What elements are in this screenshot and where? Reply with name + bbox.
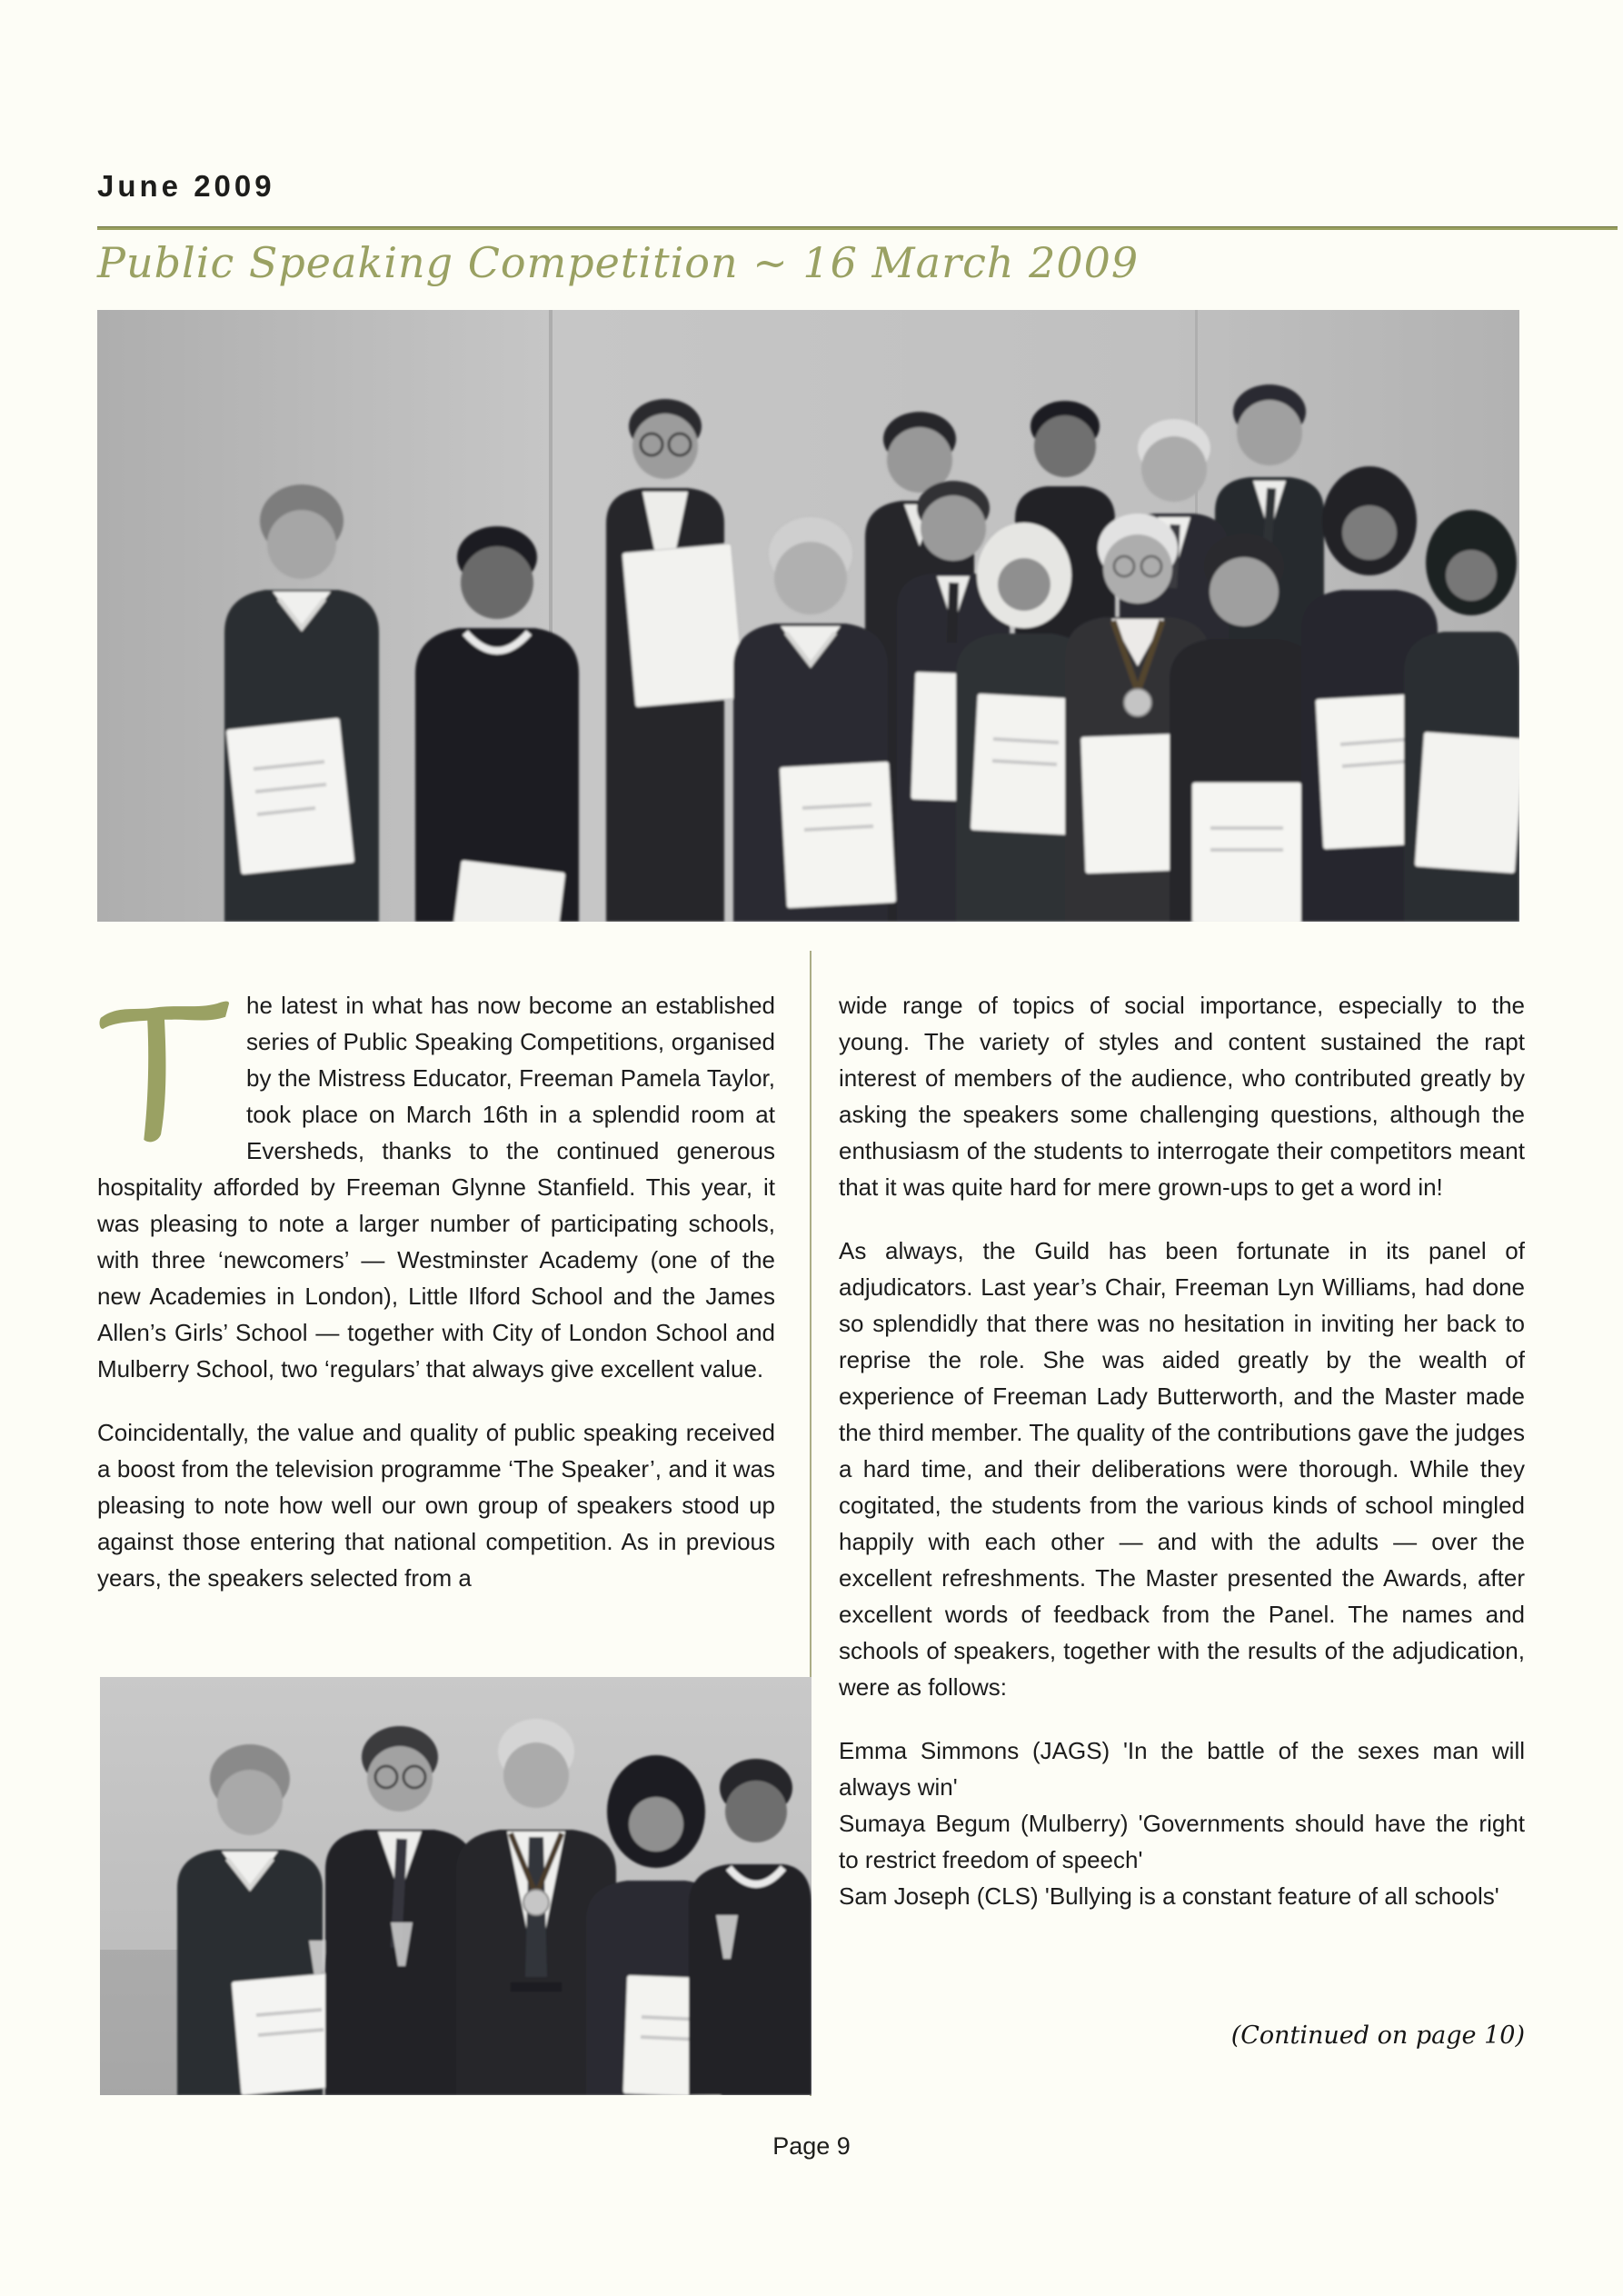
left-column bbox=[97, 987, 775, 1623]
group-photo-top bbox=[97, 310, 1519, 922]
page-number: Page 9 bbox=[772, 2132, 851, 2160]
speaker-entry: Sumaya Begum (Mulberry) 'Governments should have the right to restrict freedom of speech' bbox=[839, 1810, 1525, 1873]
body-text: he latest in what has now become an established series of Public Speaking Competitions, organised by the Mistress Educator, Freeman Pamela Taylor, took place on March 16th in a splendid room at Eversheds, thanks to the continued generous hospitality afforded by Freeman Glynne Stanfield. This year, it was pleasing to note a larger number of participating schools, with three ‘newcomers’ — Westminster Academy (one of the new Academies in London), Little Ilford School and the James Allen’s Girls’ School — together with City of London School and Mulberry School, two ‘regulars’ that always give excellent value. bbox=[97, 992, 775, 1383]
issue-date: June 2009 bbox=[97, 169, 275, 203]
paragraph bbox=[97, 987, 775, 1387]
paragraph: Coincidentally, the value and quality of public speaking received a boost from the television programme ‘The Speaker’, and it was pleasing to note how well our own group of speakers stood up against those entering that national competition. As in previous years, the speakers selected from a bbox=[97, 1419, 775, 1592]
drop-cap-T bbox=[97, 993, 232, 1143]
winners-photo-bottom bbox=[100, 1677, 812, 2095]
paragraph: wide range of topics of social importance, especially to the young. The variety of styles and content sustained the rapt interest of members of the audience, who contributed greatly by asking the speakers some challenging questions, although the enthusiasm of the students to interrogate their competitors meant that it was quite hard for mere grown-ups to get a word in! bbox=[839, 992, 1525, 1201]
continued-notice: (Continued on page 10) bbox=[1230, 2021, 1525, 2050]
right-column bbox=[839, 987, 1525, 1914]
speaker-entry: Emma Simmons (JAGS) 'In the battle of the sexes man will always win' bbox=[839, 1737, 1525, 1801]
paragraph: As always, the Guild has been fortunate in its panel of adjudicators. Last year’s Chair, Freeman Lyn Williams, had done so splendidly that there was no hesitation in inviting her back to reprise the role. She was aided greatly by the wealth of experience of Freeman Lady Butterworth, and the Master made the third member. The quality of the contributions gave the judges a hard time, and their deliberations were thorough. While they cogitated, the students from the various kinds of school mingled happily with each other — and with the adults — over the excellent refreshments. The Master presented the Awards, after excellent words of feedback from the Panel. The names and schools of speakers, together with the results of the adjudication, were as follows: bbox=[839, 1237, 1525, 1701]
speaker-entry: Sam Joseph (CLS) 'Bullying is a constant feature of all schools' bbox=[839, 1882, 1499, 1910]
header-rule bbox=[97, 226, 1618, 230]
article-title: Public Speaking Competition ~ 16 March 2009 bbox=[97, 238, 1140, 287]
